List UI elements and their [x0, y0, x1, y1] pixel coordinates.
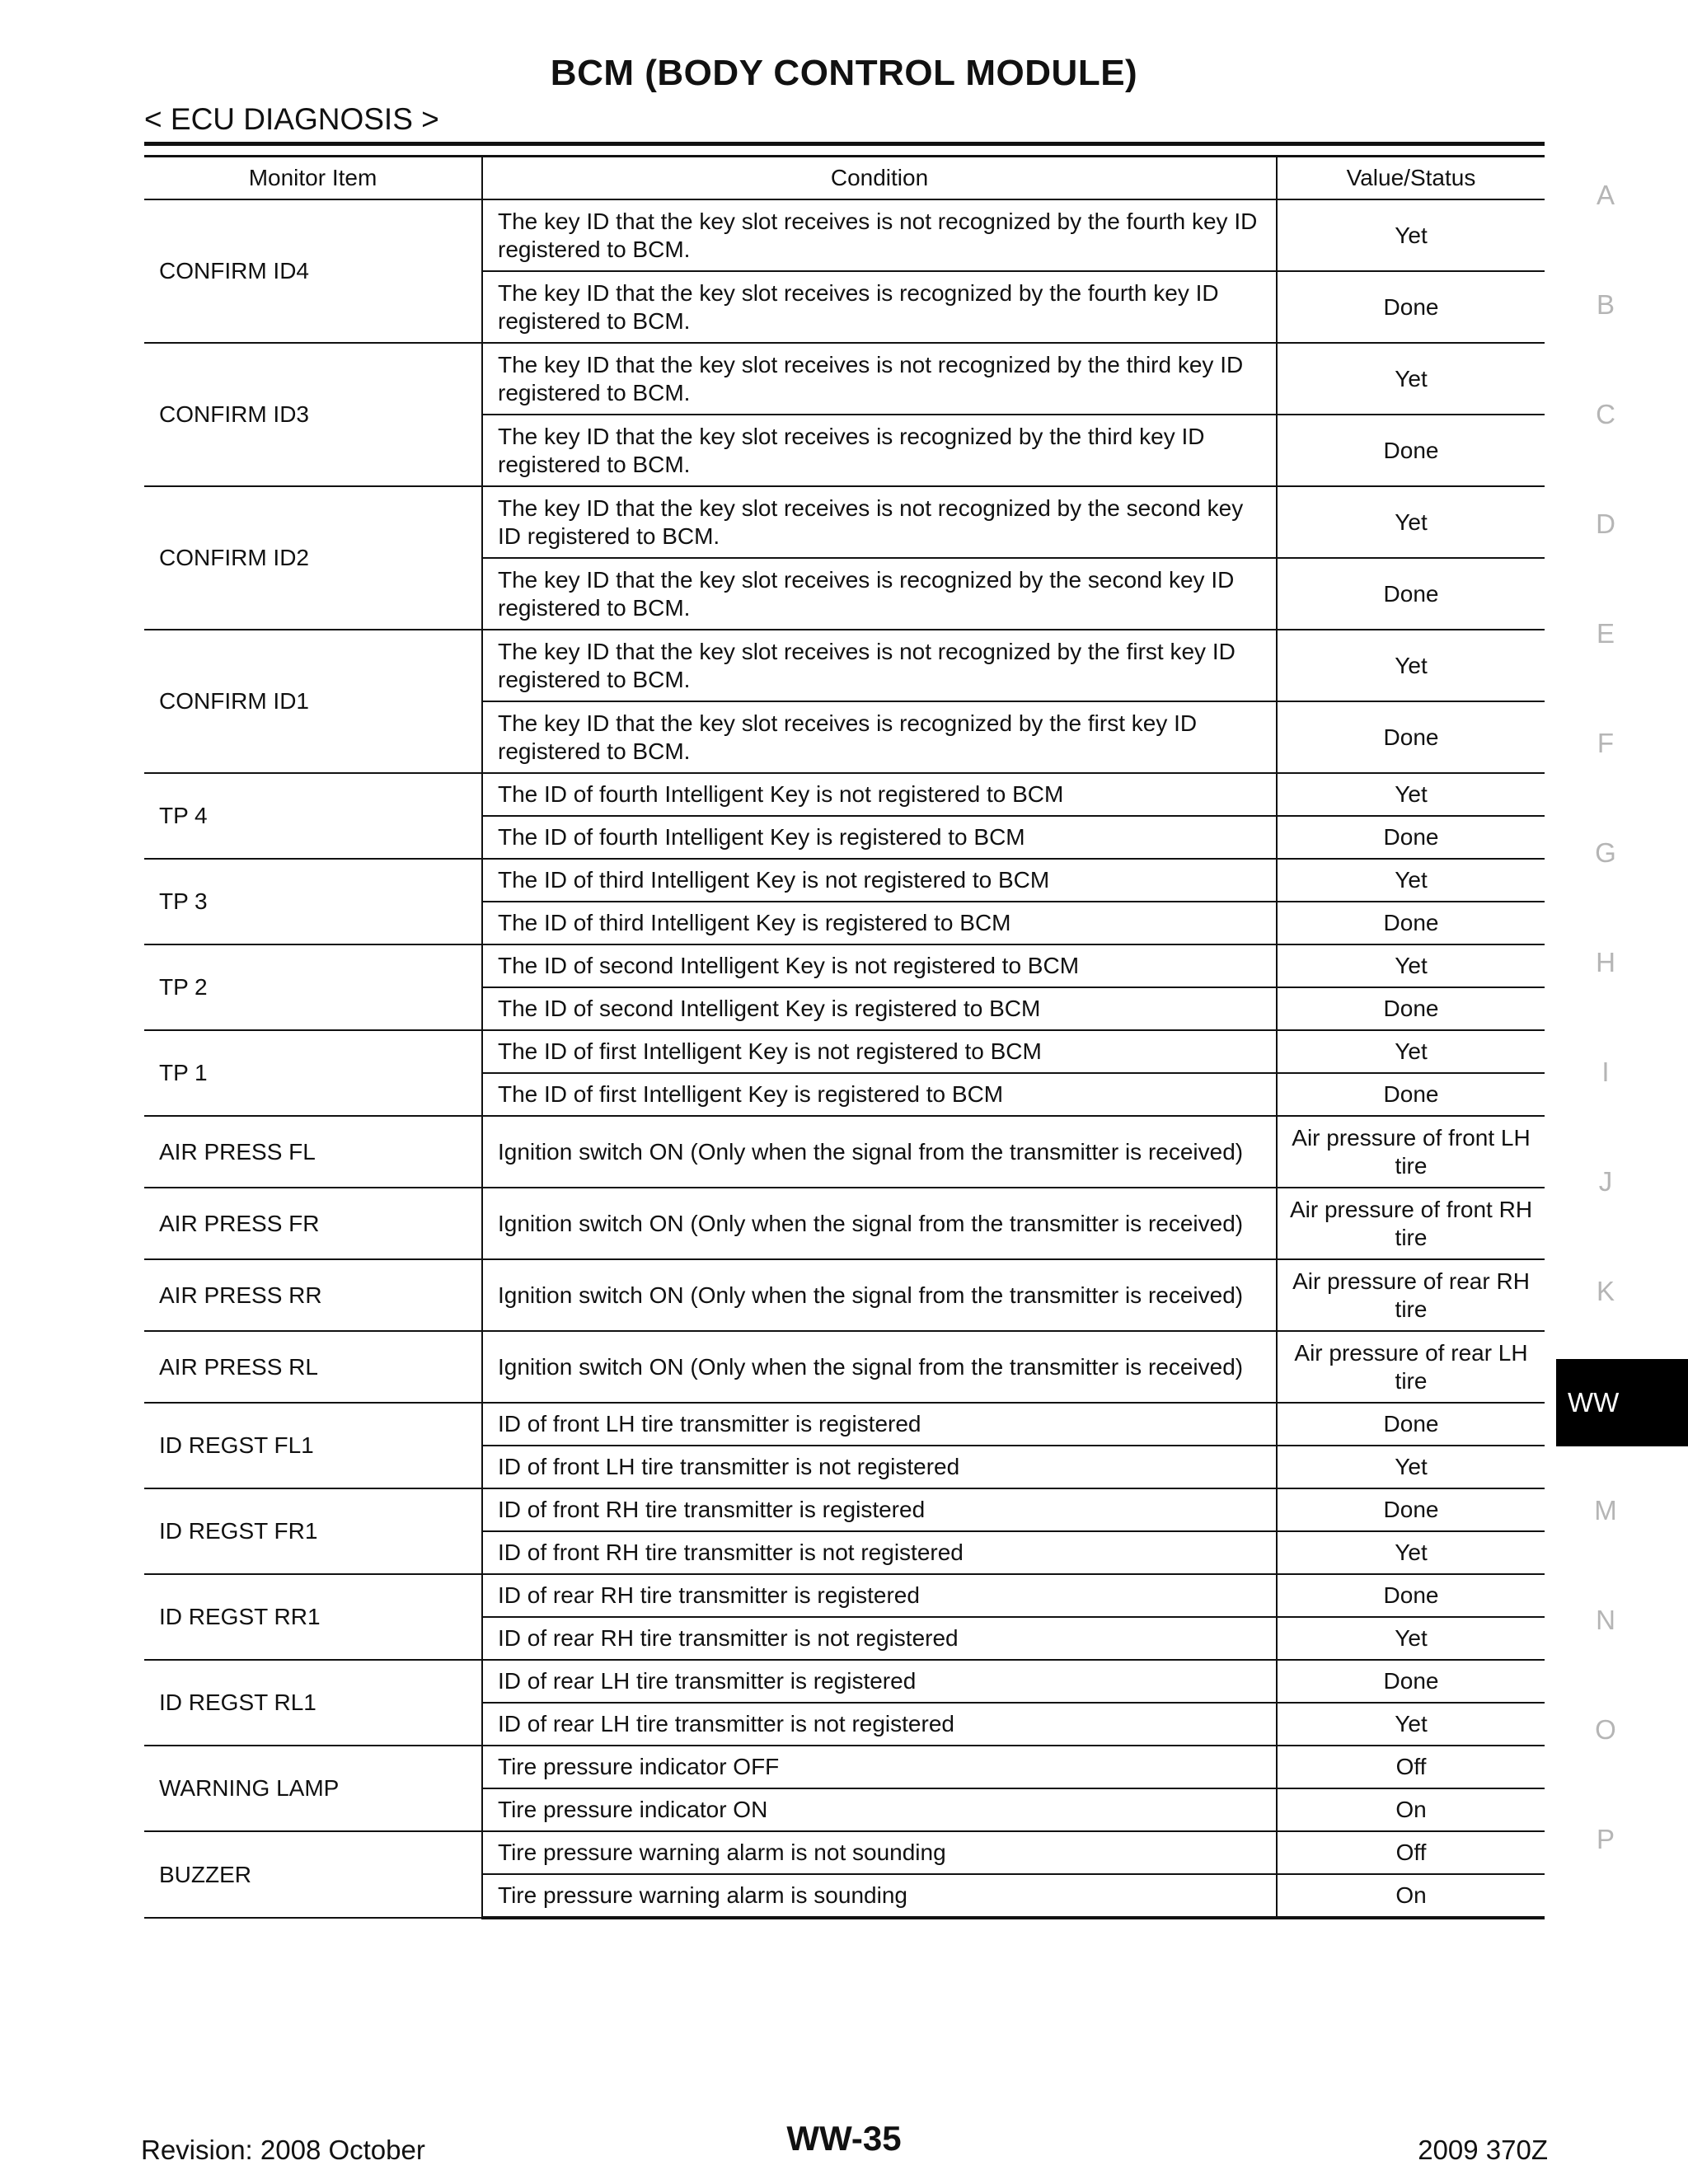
section-index-item[interactable]: [1556, 392, 1688, 502]
monitor-item-cell: AIR PRESS FR: [144, 1188, 482, 1259]
footer-revision: Revision: 2008 October: [141, 2135, 425, 2165]
value-status-cell: Done: [1277, 1574, 1545, 1617]
section-index-item[interactable]: [1556, 1050, 1688, 1160]
value-status-cell: Air pressure of rear RH tire: [1277, 1259, 1545, 1331]
section-index-item[interactable]: [1556, 612, 1688, 721]
section-index-label: A: [1596, 180, 1615, 210]
condition-cell: Ignition switch ON (Only when the signal from the transmitter is received): [482, 1116, 1277, 1188]
table-row: [144, 1188, 1545, 1259]
value-status-cell: Done: [1277, 816, 1545, 859]
condition-cell: ID of front LH tire transmitter is registered: [482, 1403, 1277, 1446]
value-status-cell: Yet: [1277, 630, 1545, 701]
condition-cell: ID of front LH tire transmitter is not registered: [482, 1446, 1277, 1488]
value-status-cell: Done: [1277, 701, 1545, 773]
condition-cell: The key ID that the key slot receives is recognized by the fourth key ID registered to BCM.: [482, 271, 1277, 343]
condition-cell: Tire pressure warning alarm is not sounding: [482, 1831, 1277, 1874]
condition-cell: The key ID that the key slot receives is not recognized by the second key ID registered to BCM.: [482, 486, 1277, 558]
value-status-cell: Air pressure of rear LH tire: [1277, 1331, 1545, 1403]
active-section-tab[interactable]: [1556, 1359, 1688, 1446]
condition-cell: ID of rear LH tire transmitter is not registered: [482, 1703, 1277, 1746]
condition-cell: The ID of second Intelligent Key is registered to BCM: [482, 987, 1277, 1030]
condition-cell: The key ID that the key slot receives is recognized by the second key ID registered to BCM.: [482, 558, 1277, 630]
section-index-item[interactable]: [1556, 1708, 1688, 1817]
condition-cell: Tire pressure indicator ON: [482, 1788, 1277, 1831]
value-status-cell: Done: [1277, 1403, 1545, 1446]
value-status-cell: Yet: [1277, 773, 1545, 816]
condition-cell: The ID of fourth Intelligent Key is not registered to BCM: [482, 773, 1277, 816]
table-row: [144, 1660, 1545, 1703]
column-header-value-status: Value/Status: [1277, 157, 1545, 200]
monitor-item-cell: CONFIRM ID2: [144, 486, 482, 630]
table-row: [144, 343, 1545, 415]
condition-cell: ID of rear LH tire transmitter is registered: [482, 1660, 1277, 1703]
value-status-cell: Yet: [1277, 1703, 1545, 1746]
monitor-item-cell: BUZZER: [144, 1831, 482, 1918]
table-row: [144, 859, 1545, 902]
section-index-label: J: [1598, 1166, 1613, 1197]
section-index-label: M: [1594, 1495, 1617, 1526]
section-index-label: B: [1596, 289, 1615, 320]
table-header-row: [144, 157, 1545, 200]
value-status-cell: Yet: [1277, 1531, 1545, 1574]
section-index-label: O: [1595, 1714, 1616, 1745]
monitor-item-cell: ID REGST FR1: [144, 1488, 482, 1574]
section-header: < ECU DIAGNOSIS >: [144, 102, 439, 136]
condition-cell: The ID of first Intelligent Key is not registered to BCM: [482, 1030, 1277, 1073]
condition-cell: The key ID that the key slot receives is not recognized by the fourth key ID registered to BCM.: [482, 199, 1277, 271]
monitor-table: [144, 155, 1545, 1919]
value-status-cell: On: [1277, 1874, 1545, 1918]
monitor-item-cell: ID REGST FL1: [144, 1403, 482, 1488]
section-index-label: K: [1596, 1276, 1615, 1306]
condition-cell: The key ID that the key slot receives is not recognized by the first key ID registered to BCM.: [482, 630, 1277, 701]
table-row: [144, 1331, 1545, 1403]
monitor-item-cell: AIR PRESS FL: [144, 1116, 482, 1188]
condition-cell: The ID of third Intelligent Key is not registered to BCM: [482, 859, 1277, 902]
value-status-cell: Yet: [1277, 343, 1545, 415]
page-title: BCM (BODY CONTROL MODULE): [550, 53, 1138, 93]
section-index-label: F: [1597, 728, 1615, 758]
value-status-cell: Yet: [1277, 199, 1545, 271]
footer-page-number: WW-35: [786, 2119, 902, 2158]
condition-cell: Ignition switch ON (Only when the signal from the transmitter is received): [482, 1188, 1277, 1259]
value-status-cell: Done: [1277, 1660, 1545, 1703]
value-status-cell: Yet: [1277, 486, 1545, 558]
active-section-label: WW: [1568, 1387, 1620, 1418]
value-status-cell: Yet: [1277, 1446, 1545, 1488]
section-index-item[interactable]: [1556, 831, 1688, 940]
section-index-item[interactable]: [1556, 173, 1688, 283]
condition-cell: The ID of third Intelligent Key is registered to BCM: [482, 902, 1277, 944]
section-index-item[interactable]: [1556, 1160, 1688, 1269]
monitor-item-cell: TP 1: [144, 1030, 482, 1116]
section-index-item[interactable]: [1556, 940, 1688, 1050]
section-index-label: P: [1596, 1824, 1615, 1854]
condition-cell: The key ID that the key slot receives is recognized by the first key ID registered to BCM.: [482, 701, 1277, 773]
table-row: [144, 1574, 1545, 1617]
section-index-label: E: [1596, 618, 1615, 649]
value-status-cell: On: [1277, 1788, 1545, 1831]
table-row: [144, 1030, 1545, 1073]
value-status-cell: Done: [1277, 415, 1545, 486]
condition-cell: Tire pressure warning alarm is sounding: [482, 1874, 1277, 1918]
table-row: [144, 1116, 1545, 1188]
section-index-label: C: [1596, 399, 1615, 429]
section-index-label: H: [1596, 947, 1615, 977]
value-status-cell: Off: [1277, 1746, 1545, 1788]
section-index-item[interactable]: [1556, 283, 1688, 392]
monitor-item-cell: AIR PRESS RL: [144, 1331, 482, 1403]
table-row: [144, 1488, 1545, 1531]
section-index-item[interactable]: [1556, 1817, 1688, 1927]
column-header-monitor-item: Monitor Item: [144, 157, 482, 200]
condition-cell: The ID of first Intelligent Key is registered to BCM: [482, 1073, 1277, 1116]
condition-cell: ID of rear RH tire transmitter is registered: [482, 1574, 1277, 1617]
condition-cell: The ID of fourth Intelligent Key is registered to BCM: [482, 816, 1277, 859]
value-status-cell: Done: [1277, 1488, 1545, 1531]
section-index-item[interactable]: [1556, 1598, 1688, 1708]
condition-cell: The key ID that the key slot receives is recognized by the third key ID registered to BCM.: [482, 415, 1277, 486]
table-row: [144, 199, 1545, 271]
table-row: [144, 1746, 1545, 1788]
value-status-cell: Off: [1277, 1831, 1545, 1874]
condition-cell: The key ID that the key slot receives is not recognized by the third key ID registered to BCM.: [482, 343, 1277, 415]
column-header-condition: Condition: [482, 157, 1277, 200]
section-index-label: G: [1595, 837, 1616, 868]
header-rule: [144, 142, 1545, 146]
monitor-item-cell: TP 4: [144, 773, 482, 859]
value-status-cell: Done: [1277, 987, 1545, 1030]
table-row: [144, 630, 1545, 701]
value-status-cell: Yet: [1277, 944, 1545, 987]
footer-model: 2009 370Z: [1418, 2135, 1548, 2165]
value-status-cell: Yet: [1277, 1030, 1545, 1073]
monitor-item-cell: ID REGST RR1: [144, 1574, 482, 1660]
monitor-item-cell: ID REGST RL1: [144, 1660, 482, 1746]
monitor-item-cell: CONFIRM ID4: [144, 199, 482, 343]
condition-cell: The ID of second Intelligent Key is not registered to BCM: [482, 944, 1277, 987]
value-status-cell: Yet: [1277, 859, 1545, 902]
section-index-label: N: [1596, 1605, 1615, 1635]
table-row: [144, 486, 1545, 558]
table-row: [144, 1831, 1545, 1874]
monitor-item-cell: AIR PRESS RR: [144, 1259, 482, 1331]
value-status-cell: Done: [1277, 558, 1545, 630]
section-index: [1556, 173, 1688, 1927]
section-index-item[interactable]: [1556, 721, 1688, 831]
value-status-cell: Yet: [1277, 1617, 1545, 1660]
value-status-cell: Air pressure of front RH tire: [1277, 1188, 1545, 1259]
monitor-item-cell: TP 3: [144, 859, 482, 944]
monitor-item-cell: CONFIRM ID3: [144, 343, 482, 486]
value-status-cell: Done: [1277, 902, 1545, 944]
condition-cell: ID of rear RH tire transmitter is not registered: [482, 1617, 1277, 1660]
monitor-item-cell: WARNING LAMP: [144, 1746, 482, 1831]
table-row: [144, 1403, 1545, 1446]
monitor-item-cell: TP 2: [144, 944, 482, 1030]
condition-cell: Ignition switch ON (Only when the signal from the transmitter is received): [482, 1331, 1277, 1403]
condition-cell: ID of front RH tire transmitter is not registered: [482, 1531, 1277, 1574]
table-row: [144, 944, 1545, 987]
section-index-item[interactable]: [1556, 502, 1688, 612]
section-index-label: I: [1601, 1057, 1610, 1087]
value-status-cell: Done: [1277, 1073, 1545, 1116]
condition-cell: ID of front RH tire transmitter is registered: [482, 1488, 1277, 1531]
condition-cell: Tire pressure indicator OFF: [482, 1746, 1277, 1788]
monitor-item-cell: CONFIRM ID1: [144, 630, 482, 773]
section-index-label: D: [1596, 509, 1615, 539]
table-row: [144, 1259, 1545, 1331]
table-row: [144, 773, 1545, 816]
section-index-item[interactable]: [1556, 1488, 1688, 1598]
value-status-cell: Air pressure of front LH tire: [1277, 1116, 1545, 1188]
value-status-cell: Done: [1277, 271, 1545, 343]
condition-cell: Ignition switch ON (Only when the signal from the transmitter is received): [482, 1259, 1277, 1331]
